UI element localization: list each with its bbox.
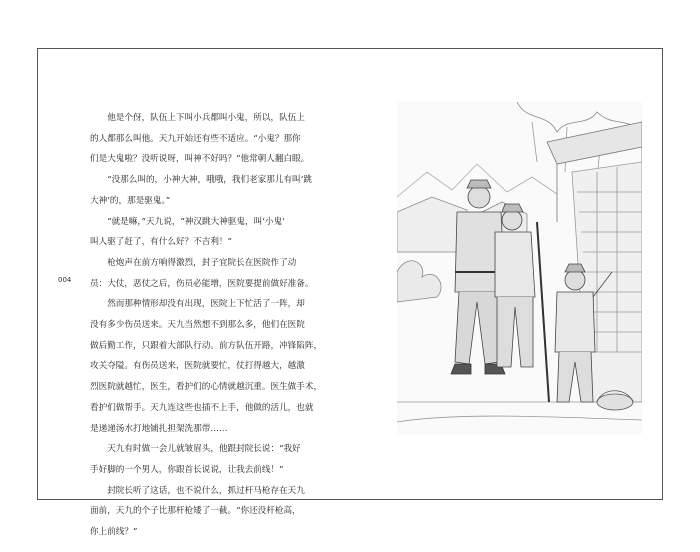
- paragraph: 然而那种情形却没有出现，医院上下忙活了一阵，却: [107, 299, 305, 310]
- paragraph: 大神’的，那是驱鬼。”: [90, 195, 171, 206]
- illustration: [397, 102, 642, 434]
- paragraph: 面前，天九的个子比那杆枪矮了一截。“你还没杆枪高，: [90, 506, 301, 517]
- paragraph: 攻关夺隘。有伤员送来，医院就要忙，仗打得越大，越激: [90, 361, 305, 372]
- paragraph: 员：大仗，恶仗之后，伤员必能增，医院要提前做好准备。: [90, 278, 314, 289]
- paragraph: 叫人驱了赶了，有什么好？不吉利！”: [90, 237, 232, 248]
- soldiers-sketch-image: [397, 102, 642, 434]
- body-text: [90, 108, 323, 543]
- paragraph: 做后勤工作，只跟着大部队行动。前方队伍开路，冲锋陷阵，: [90, 340, 323, 351]
- paragraph: 枪炮声在前方响得激烈，封子宜院长在医院作了动: [107, 257, 297, 268]
- page-number: 004: [58, 276, 72, 284]
- paragraph: 你上前线？”: [90, 527, 138, 538]
- paragraph: 烈医院就越忙，医生，看护们的心情就越沉重。医生做手术，: [90, 382, 323, 393]
- paragraph: 没有多少伤员送来。天九当然想不到那么多，他们在医院: [90, 320, 305, 331]
- paragraph: 是递递汤水打地铺扎担架洗那带……: [90, 423, 228, 434]
- paragraph: 他是个伢，队伍上下叫小兵都叫小鬼，所以，队伍上: [107, 113, 305, 123]
- paragraph: 封院长听了这话，也不说什么，抓过杆马枪存在天九: [107, 485, 305, 496]
- paragraph: 手好脚的一个男人，你跟首长说说，让我去前线！”: [90, 464, 284, 475]
- paragraph: 天九有时做一会儿就皱眉头，他跟封院长说：“我好: [107, 444, 301, 455]
- paragraph: 们是大鬼啦？没听说呀，叫神不好吗？”他常朝人翻白眼。: [90, 154, 310, 165]
- paragraph: “就是嘛，”天九说，“神汉跳大神驱鬼，叫‘小鬼’: [107, 216, 285, 227]
- paragraph: 看护们做帮手。天九连这些也插不上手，他做的活儿，也就: [90, 402, 314, 413]
- paragraph: 的人都那么叫他。天九开始还有些不适应。“小鬼？那你: [90, 133, 301, 144]
- paragraph: “没那么叫的，小神大神，哦哦，我们老家那儿有叫‘跳: [107, 175, 312, 186]
